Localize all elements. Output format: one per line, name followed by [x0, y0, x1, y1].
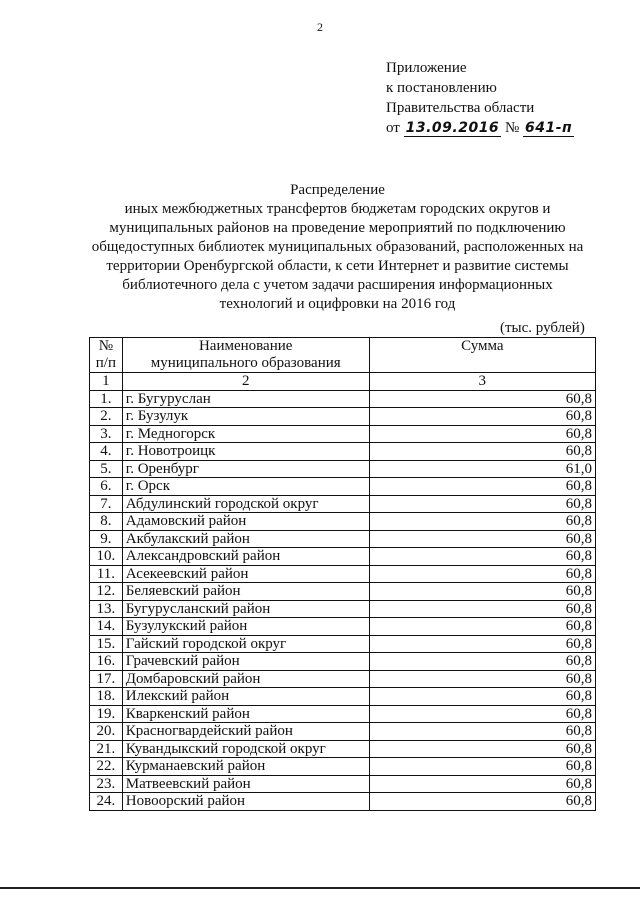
table-row: [90, 408, 596, 426]
distribution-table: [89, 337, 596, 811]
row-number: 3.: [90, 425, 123, 443]
amount: 60,8: [369, 758, 595, 776]
row-number: 19.: [90, 705, 123, 723]
municipality-name: г. Бугуруслан: [122, 390, 369, 408]
table-row: [90, 705, 596, 723]
table-body: [90, 390, 596, 810]
municipality-name: Бугурусланский район: [122, 600, 369, 618]
table-row: [90, 548, 596, 566]
table-header-row: [90, 338, 596, 373]
municipality-name: Новоорский район: [122, 793, 369, 811]
table-row: [90, 565, 596, 583]
amount: 60,8: [369, 583, 595, 601]
municipality-name: г. Бузулук: [122, 408, 369, 426]
row-number: 4.: [90, 443, 123, 461]
title-line: территории Оренбургской области, к сети Интернет и развитие системы: [106, 258, 569, 274]
header-num: № п/п: [90, 338, 123, 373]
row-number: 14.: [90, 618, 123, 636]
table-row: [90, 460, 596, 478]
municipality-name: Матвеевский район: [122, 775, 369, 793]
amount: 60,8: [369, 740, 595, 758]
amount: 60,8: [369, 478, 595, 496]
column-number: 3: [369, 373, 595, 391]
municipality-name: г. Орск: [122, 478, 369, 496]
row-number: 12.: [90, 583, 123, 601]
municipality-name: Акбулакский район: [122, 530, 369, 548]
table-row: [90, 618, 596, 636]
row-number: 1.: [90, 390, 123, 408]
table-row: [90, 495, 596, 513]
amount: 60,8: [369, 513, 595, 531]
amount: 60,8: [369, 618, 595, 636]
municipality-name: Красногвардейский район: [122, 723, 369, 741]
amount: 60,8: [369, 635, 595, 653]
title-line: технологий и оцифровки на 2016 год: [219, 296, 456, 312]
amount: 60,8: [369, 653, 595, 671]
row-number: 10.: [90, 548, 123, 566]
row-number: 22.: [90, 758, 123, 776]
row-number: 24.: [90, 793, 123, 811]
amount: 60,8: [369, 390, 595, 408]
decree-date: 13.09.2016: [405, 120, 500, 136]
amount: 60,8: [369, 548, 595, 566]
row-number: 9.: [90, 530, 123, 548]
appendix-block: [386, 58, 574, 138]
municipality-name: Кваркенский район: [122, 705, 369, 723]
title-line: общедоступных библиотек муниципальных образований, расположенных на: [91, 239, 584, 255]
amount: 60,8: [369, 775, 595, 793]
amount: 60,8: [369, 425, 595, 443]
table-row: [90, 443, 596, 461]
amount: 60,8: [369, 705, 595, 723]
table-row: [90, 670, 596, 688]
column-number-row: [90, 373, 596, 391]
row-number: 8.: [90, 513, 123, 531]
amount: 60,8: [369, 793, 595, 811]
header-sum: Сумма: [369, 338, 595, 373]
units-label: (тыс. рублей): [500, 320, 585, 336]
row-number: 18.: [90, 688, 123, 706]
row-number: 7.: [90, 495, 123, 513]
amount: 60,8: [369, 688, 595, 706]
table-row: [90, 740, 596, 758]
title-line: иных межбюджетных трансфертов бюджетам городских округов и: [124, 201, 551, 217]
municipality-name: Грачевский район: [122, 653, 369, 671]
row-number: 23.: [90, 775, 123, 793]
appendix-line-2: к постановлению: [386, 80, 497, 96]
page-number: 2: [317, 20, 323, 34]
table-row: [90, 775, 596, 793]
municipality-name: г. Оренбург: [122, 460, 369, 478]
row-number: 11.: [90, 565, 123, 583]
municipality-name: Беляевский район: [122, 583, 369, 601]
table-row: [90, 758, 596, 776]
table-row: [90, 793, 596, 811]
table-row: [90, 723, 596, 741]
municipality-name: Асекеевский район: [122, 565, 369, 583]
table-row: [90, 600, 596, 618]
appendix-line-1: Приложение: [386, 60, 467, 76]
row-number: 20.: [90, 723, 123, 741]
table-row: [90, 583, 596, 601]
table-row: [90, 390, 596, 408]
document-title: [60, 181, 615, 314]
row-number: 2.: [90, 408, 123, 426]
title-line: Распределение: [290, 182, 385, 198]
municipality-name: Домбаровский район: [122, 670, 369, 688]
table-row: [90, 425, 596, 443]
municipality-name: Илекский район: [122, 688, 369, 706]
municipality-name: Курманаевский район: [122, 758, 369, 776]
from-label: от: [386, 120, 400, 136]
municipality-name: Абдулинский городской округ: [122, 495, 369, 513]
row-number: 6.: [90, 478, 123, 496]
title-line: муниципальных районов на проведение мероприятий по подключению: [109, 220, 566, 236]
table-row: [90, 530, 596, 548]
municipality-name: Александровский район: [122, 548, 369, 566]
amount: 60,8: [369, 565, 595, 583]
municipality-name: Бузулукский район: [122, 618, 369, 636]
decree-number: 641-п: [525, 120, 573, 136]
amount: 61,0: [369, 460, 595, 478]
amount: 60,8: [369, 600, 595, 618]
table-row: [90, 513, 596, 531]
row-number: 17.: [90, 670, 123, 688]
row-number: 15.: [90, 635, 123, 653]
amount: 60,8: [369, 443, 595, 461]
amount: 60,8: [369, 495, 595, 513]
table-row: [90, 688, 596, 706]
municipality-name: г. Медногорск: [122, 425, 369, 443]
row-number: 21.: [90, 740, 123, 758]
row-number: 16.: [90, 653, 123, 671]
title-line: библиотечного дела с учетом задачи расширения информационных: [122, 277, 553, 293]
municipality-name: Адамовский район: [122, 513, 369, 531]
row-number: 5.: [90, 460, 123, 478]
municipality-name: г. Новотроицк: [122, 443, 369, 461]
municipality-name: Кувандыкский городской округ: [122, 740, 369, 758]
header-name: Наименование муниципального образования: [122, 338, 369, 373]
amount: 60,8: [369, 670, 595, 688]
table-row: [90, 635, 596, 653]
table-row: [90, 653, 596, 671]
number-label: №: [504, 120, 520, 136]
amount: 60,8: [369, 723, 595, 741]
amount: 60,8: [369, 408, 595, 426]
scan-bottom-edge: [0, 887, 640, 889]
row-number: 13.: [90, 600, 123, 618]
table-row: [90, 478, 596, 496]
appendix-date-line: [386, 118, 574, 138]
column-number: 1: [90, 373, 123, 391]
column-number: 2: [122, 373, 369, 391]
municipality-name: Гайский городской округ: [122, 635, 369, 653]
amount: 60,8: [369, 530, 595, 548]
appendix-line-3: Правительства области: [386, 100, 535, 116]
